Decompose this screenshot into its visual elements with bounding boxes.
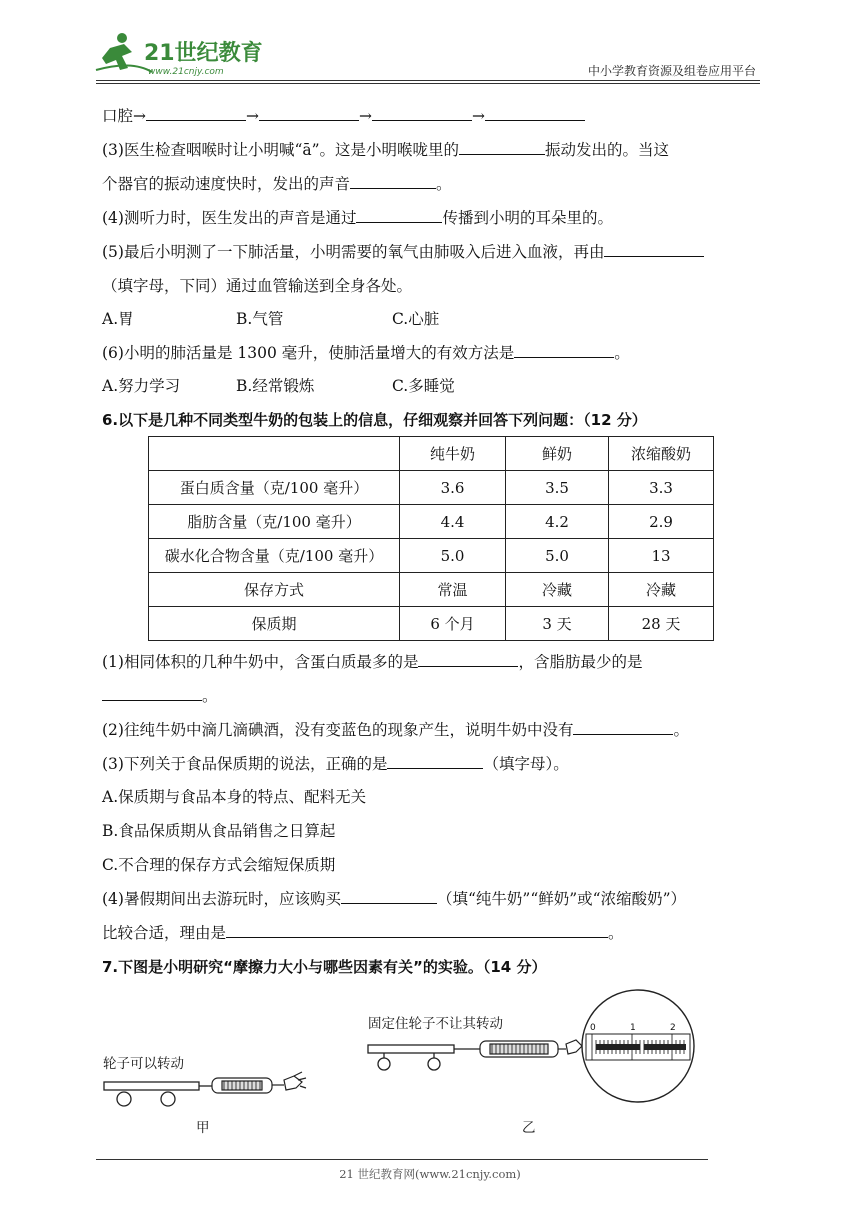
table-cell: 冷藏 bbox=[506, 573, 609, 607]
spring-scale-a bbox=[212, 1072, 306, 1093]
header-divider bbox=[96, 80, 760, 81]
svg-text:1: 1 bbox=[630, 1023, 636, 1033]
table-cell: 3 天 bbox=[506, 607, 609, 641]
table-cell: 保存方式 bbox=[149, 573, 400, 607]
q5-line-1: (5)最后小明测了一下肺活量，小明需要的氧气由肺吸入后进入血液，再由 bbox=[102, 242, 704, 262]
table-cell: 冷藏 bbox=[609, 573, 714, 607]
milk-info-table bbox=[148, 436, 714, 641]
caption-jia: 甲 bbox=[196, 1120, 210, 1136]
q3-line-1: (3)医生检查咽喉时让小明喊“ā”。这是小明喉咙里的 振动发出的。当这 bbox=[102, 141, 670, 159]
table-header-cell: 纯牛奶 bbox=[400, 437, 506, 471]
svg-text:21世纪教育: 21世纪教育 bbox=[144, 41, 263, 66]
header-platform-text: 中小学教育资源及组卷应用平台 bbox=[587, 64, 756, 78]
label-wheel-fixed: 固定住轮子不让其转动 bbox=[368, 1016, 503, 1032]
cart-fixed-wheels bbox=[368, 1045, 480, 1070]
footer-divider bbox=[96, 1159, 708, 1160]
table-header-row bbox=[149, 437, 714, 471]
digestion-path-line: 口腔→ → → → bbox=[102, 106, 585, 126]
table-cell: 保质期 bbox=[149, 607, 400, 641]
table-cell: 3.5 bbox=[506, 471, 609, 505]
s6-q4-line-2: 比较合适，理由是 。 bbox=[102, 924, 624, 942]
svg-text:0: 0 bbox=[590, 1023, 596, 1033]
table-cell: 脂肪含量（克/100 毫升） bbox=[149, 505, 400, 539]
table-header-cell: 鲜奶 bbox=[506, 437, 609, 471]
table-cell: 蛋白质含量（克/100 毫升） bbox=[149, 471, 400, 505]
table-cell: 3.6 bbox=[400, 471, 506, 505]
table-row bbox=[149, 539, 714, 573]
table-cell: 碳水化合物含量（克/100 毫升） bbox=[149, 539, 400, 573]
s6-q3-line: (3)下列关于食品保质期的说法，正确的是 （填字母）。 bbox=[102, 755, 569, 773]
s6-q2-line: (2)往纯牛奶中滴几滴碘酒，没有变蓝色的现象产生，说明牛奶中没有 。 bbox=[102, 721, 689, 739]
spring-scale-b bbox=[480, 1040, 582, 1057]
table-cell: 4.2 bbox=[506, 505, 609, 539]
s6-q1-line-2: 。 bbox=[102, 686, 218, 706]
table-row bbox=[149, 607, 714, 641]
table-row bbox=[149, 471, 714, 505]
s6-q3-option-a: A.保质期与食品本身的特点、配料无关 bbox=[102, 788, 367, 806]
table-header-cell bbox=[149, 437, 400, 471]
svg-text:www.21cnjy.com: www.21cnjy.com bbox=[148, 67, 224, 77]
table-header-cell: 浓缩酸奶 bbox=[609, 437, 714, 471]
section-6-title: 6.以下是几种不同类型牛奶的包装上的信息，仔细观察并回答下列问题：（12 分） bbox=[102, 411, 647, 429]
table-cell: 28 天 bbox=[609, 607, 714, 641]
table-cell: 13 bbox=[609, 539, 714, 573]
friction-experiment-figure bbox=[96, 988, 708, 1148]
q5-line-2: （填字母，下同）通过血管输送到全身各处。 bbox=[102, 277, 413, 295]
q3-line-2: 个器官的振动速度快时，发出的声音 。 bbox=[102, 175, 452, 193]
table-cell: 5.0 bbox=[506, 539, 609, 573]
table-cell: 4.4 bbox=[400, 505, 506, 539]
q4-line: (4)测听力时，医生发出的声音是通过 传播到小明的耳朵里的。 bbox=[102, 209, 613, 227]
header-divider-thin bbox=[96, 83, 760, 84]
s6-q4-line-1: (4)暑假期间出去游玩时，应该购买 （填“纯牛奶”“鲜奶”或“浓缩酸奶”） bbox=[102, 890, 687, 908]
table-cell: 6 个月 bbox=[400, 607, 506, 641]
q6-options: A.努力学习 B.经常锻炼 C.多睡觉 bbox=[102, 377, 455, 395]
footer-text: 21 世纪教育网(www.21cnjy.com) bbox=[339, 1167, 521, 1181]
site-logo bbox=[92, 30, 267, 78]
q5-options: A.胃 B.气管 C.心脏 bbox=[102, 310, 440, 328]
s6-q3-option-b: B.食品保质期从食品销售之日算起 bbox=[102, 822, 336, 840]
q6-line: (6)小明的肺活量是 1300 毫升，使肺活量增大的有效方法是 。 bbox=[102, 344, 630, 362]
s6-q3-option-c: C.不合理的保存方式会缩短保质期 bbox=[102, 856, 336, 874]
table-row bbox=[149, 505, 714, 539]
table-cell: 3.3 bbox=[609, 471, 714, 505]
cart-free-wheels bbox=[104, 1082, 212, 1106]
table-cell: 常温 bbox=[400, 573, 506, 607]
table-cell: 5.0 bbox=[400, 539, 506, 573]
section-7-title: 7.下图是小明研究“摩擦力大小与哪些因素有关”的实验。（14 分） bbox=[102, 958, 547, 976]
svg-text:2: 2 bbox=[670, 1023, 676, 1033]
caption-yi: 乙 bbox=[522, 1120, 536, 1136]
scale-magnifier bbox=[582, 990, 694, 1102]
table-row bbox=[149, 573, 714, 607]
label-wheel-free: 轮子可以转动 bbox=[103, 1056, 184, 1072]
table-cell: 2.9 bbox=[609, 505, 714, 539]
s6-q1-line-1: (1)相同体积的几种牛奶中，含蛋白质最多的是 ，含脂肪最少的是 bbox=[102, 653, 643, 671]
